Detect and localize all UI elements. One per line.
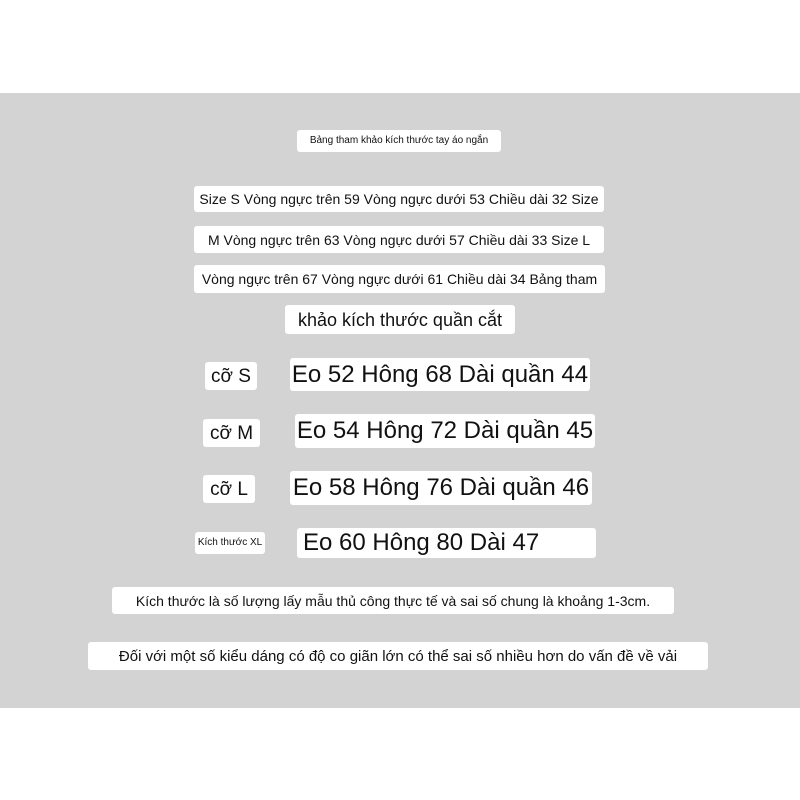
description-line-1: Size S Vòng ngực trên 59 Vòng ngực dưới 53 Chiều dài 32 Size [194, 186, 604, 212]
size-label-s: cỡ S [205, 362, 257, 390]
description-line-3: Vòng ngực trên 67 Vòng ngực dưới 61 Chiều dài 34 Bảng tham [194, 265, 605, 293]
description-line-4: khảo kích thước quần cắt [285, 305, 515, 334]
chart-title: Bảng tham khảo kích thước tay áo ngắn [297, 130, 501, 152]
size-value-l: Eo 58 Hông 76 Dài quần 46 [290, 471, 592, 505]
description-line-2: M Vòng ngực trên 63 Vòng ngực dưới 57 Chiều dài 33 Size L [194, 226, 604, 253]
note-stretch-fabric: Đối với một số kiểu dáng có độ co giãn lớn có thể sai số nhiều hơn do vấn đề về vải [88, 642, 708, 670]
size-label-l: cỡ L [203, 475, 255, 503]
size-value-m: Eo 54 Hông 72 Dài quần 45 [295, 414, 595, 448]
size-label-xl: Kích thước XL [195, 532, 265, 554]
size-value-xl: Eo 60 Hông 80 Dài 47 [297, 528, 596, 558]
size-value-s: Eo 52 Hông 68 Dài quần 44 [290, 358, 590, 391]
note-tolerance: Kích thước là số lượng lấy mẫu thủ công thực tế và sai số chung là khoảng 1-3cm. [112, 587, 674, 614]
size-label-m: cỡ M [203, 419, 260, 447]
